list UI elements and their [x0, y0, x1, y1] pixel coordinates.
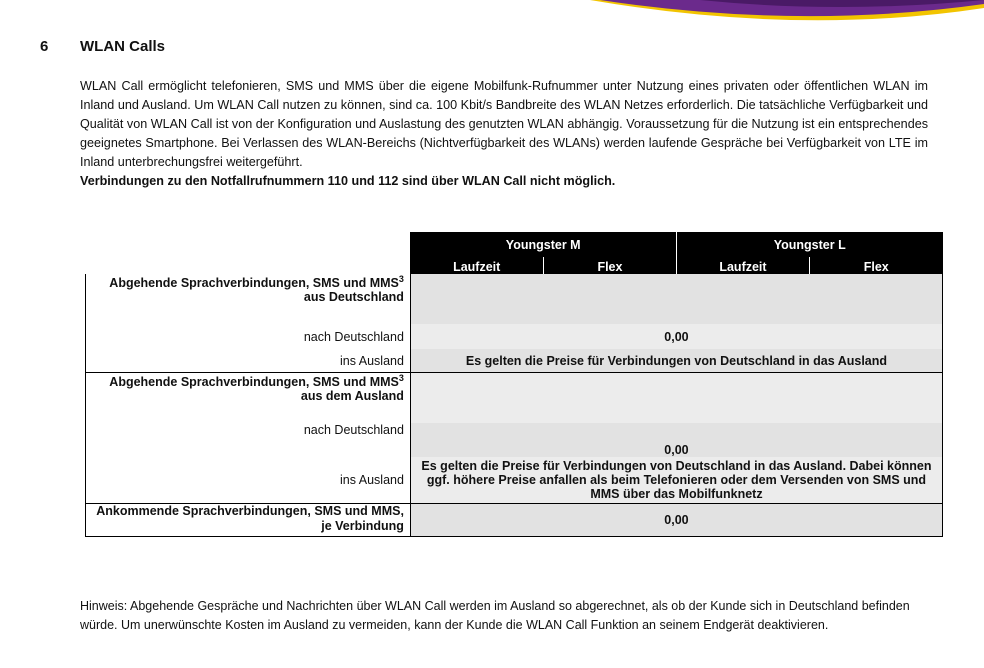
section2-heading-value	[410, 373, 942, 424]
section2-row2-label: ins Ausland	[86, 457, 411, 504]
brand-swoosh-graphic	[0, 0, 984, 30]
section1-heading: Abgehende Sprachverbindungen, SMS und MMS$^3$ aus Deutschland	[86, 274, 411, 324]
table-header-subcols	[86, 257, 943, 274]
emergency-note: Verbindungen zu den Notfallrufnummern 110 und 112 sind über WLAN Call nicht möglich.	[80, 174, 616, 188]
pricing-table	[85, 232, 943, 537]
section3-heading: Ankommende Sprachverbindungen, SMS und MMS, je Verbindung	[86, 504, 411, 537]
header-youngster-l: Youngster L	[676, 232, 942, 257]
table-row	[86, 373, 943, 424]
section2-row2-value: Es gelten die Preise für Verbindungen von Deutschland in das Ausland. Dabei können ggf. höhere Preise anfallen als beim Telefonieren oder dem Versenden von SMS und MMS über das Mobilfunknetz	[410, 457, 942, 504]
table-row	[86, 504, 943, 537]
intro-text: WLAN Call ermöglicht telefonieren, SMS und MMS über die eigene Mobilfunk-Rufnummer unter Nutzung eines privaten oder öffentlichen WLAN im Inland und Ausland. Um WLAN Call nutzen zu können, sind ca. 100 Kbit/s Bandbreite des WLAN Netzes erforderlich. Die tatsächliche Verfügbarkeit und Qualität von WLAN Call ist von der Konfiguration und Auslastung des genutzten WLAN abhängig. Voraussetzung für die Nutzung ist ein entsprechendes geeignetes Smartphone. Bei Verlassen des WLAN-Bereichs (Nichtverfügbarkeit des WLANs) werden laufende Gespräche bei Verfügbarkeit von LTE im Inland unterbrechungsfrei weitergeführt.	[80, 79, 928, 169]
section2-row1-value: 0,00	[410, 423, 942, 457]
table-row	[86, 274, 943, 324]
subheader-m-flex: Flex	[543, 257, 676, 274]
table-row	[86, 324, 943, 349]
section-number: 6	[40, 38, 49, 55]
section3-value: 0,00	[410, 504, 942, 537]
table-row	[86, 423, 943, 457]
section1-row2-value: Es gelten die Preise für Verbindungen von Deutschland in das Ausland	[410, 349, 942, 373]
section1-heading-value	[410, 274, 942, 324]
section2-row1-label: nach Deutschland	[86, 423, 411, 457]
section2-heading: Abgehende Sprachverbindungen, SMS und MMS$^3$ aus dem Ausland	[86, 373, 411, 424]
header-youngster-m: Youngster M	[410, 232, 676, 257]
section1-row1-label: nach Deutschland	[86, 324, 411, 349]
table-row	[86, 349, 943, 373]
table-header-groups	[86, 232, 943, 257]
subheader-l-laufzeit: Laufzeit	[676, 257, 809, 274]
hint-paragraph: Hinweis: Abgehende Gespräche und Nachrichten über WLAN Call werden im Ausland so abgerechnet, als ob der Kunde sich in Deutschland befinden würde. Um unerwünschte Kosten im Ausland zu vermeiden, kann der Kunde die WLAN Call Funktion an seinem Endgerät deaktivieren.	[80, 599, 910, 632]
section1-row2-label: ins Ausland	[86, 349, 411, 373]
section-title: WLAN Calls	[80, 38, 166, 55]
subheader-m-laufzeit: Laufzeit	[410, 257, 543, 274]
section1-row1-value: 0,00	[410, 324, 942, 349]
table-row	[86, 457, 943, 504]
intro-paragraph	[80, 77, 928, 191]
subheader-l-flex: Flex	[809, 257, 942, 274]
